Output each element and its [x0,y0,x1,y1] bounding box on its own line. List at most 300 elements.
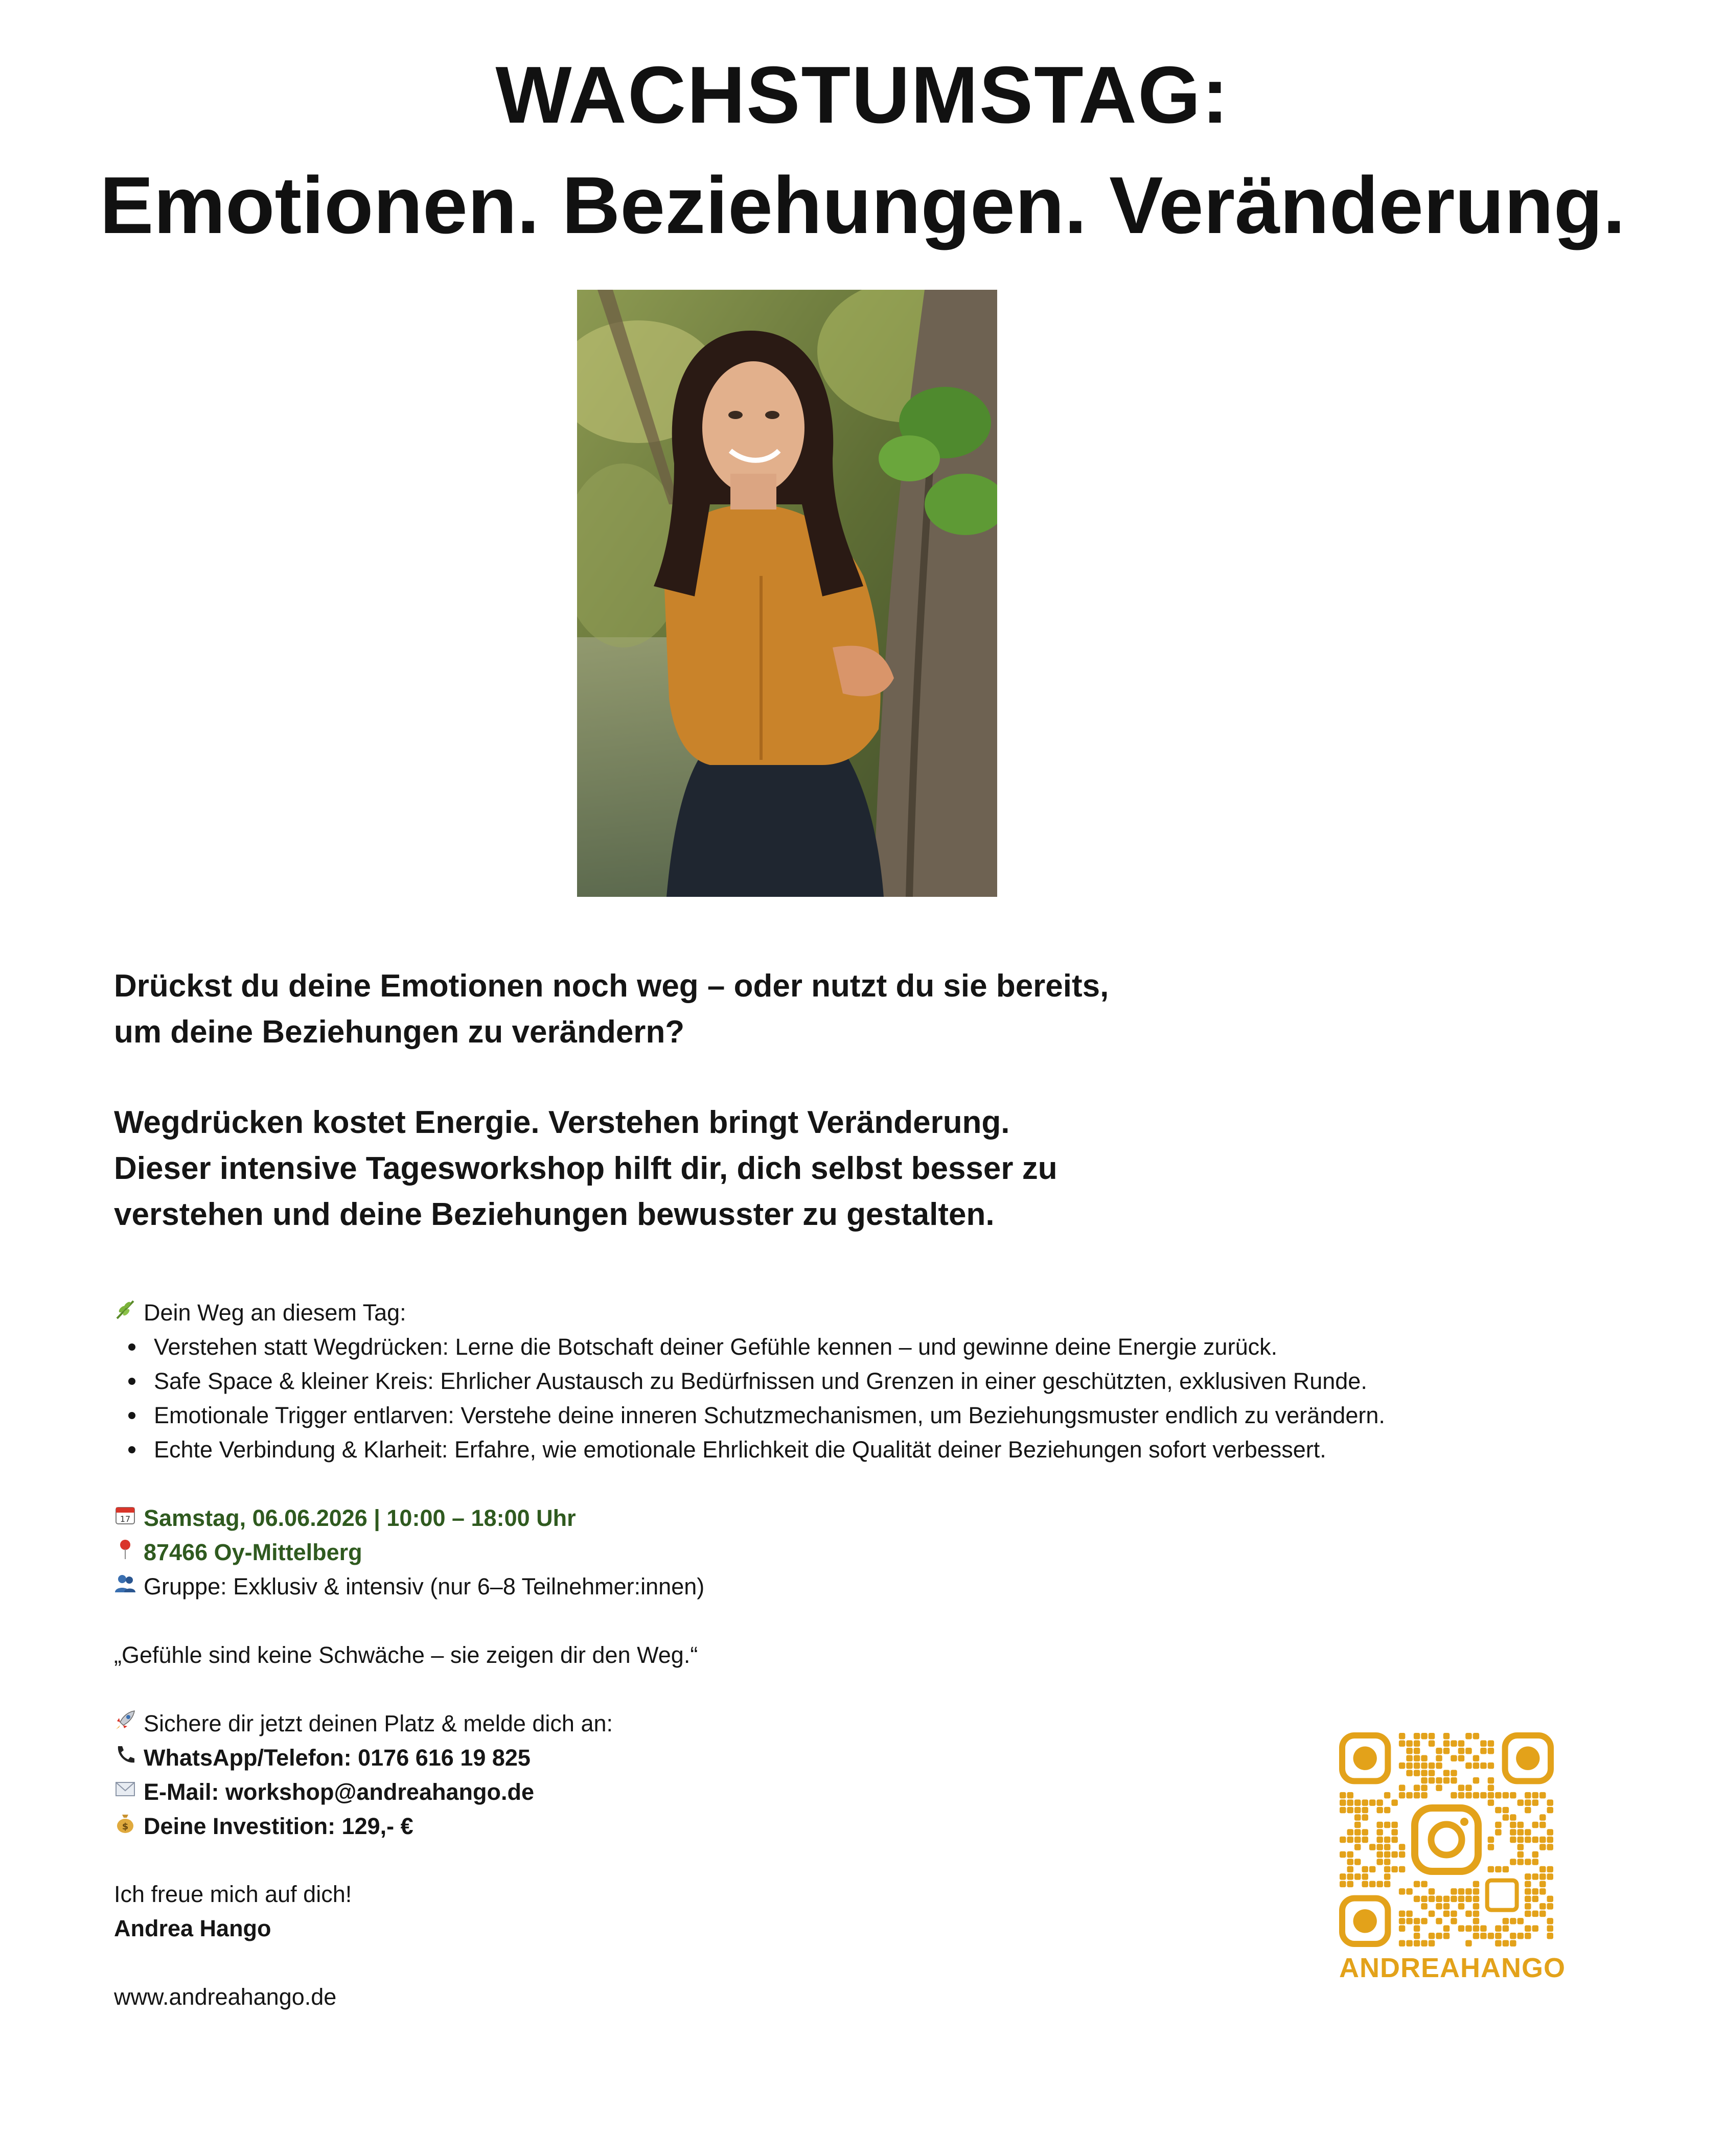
qr-module [1376,1844,1383,1850]
qr-module [1436,1933,1442,1939]
qr-module [1451,1911,1457,1917]
intro-question-line-1: Drückst du deine Emotionen noch weg – oder nutzt du sie bereits, [114,968,1109,1004]
qr-module [1436,1784,1442,1791]
qr-module [1451,1770,1457,1776]
qr-label: ANDREAHANGO [1339,1953,1566,1983]
qr-module [1458,1748,1464,1754]
qr-module [1414,1784,1420,1791]
qr-module [1376,1837,1383,1843]
qr-module [1525,1829,1531,1835]
qr-finder [1342,1735,1388,1781]
qr-module [1399,1733,1405,1739]
qr-module [1480,1748,1486,1754]
list-item: Verstehen statt Wegdrücken: Lerne die Botschaft deiner Gefühle kennen – und gewinne deine Energie zurück. [114,1330,1385,1364]
qr-module [1473,1896,1479,1902]
qr-module [1406,1748,1412,1754]
qr-module [1532,1926,1538,1932]
signup-email [114,1775,534,1809]
qr-module [1436,1763,1442,1769]
qr-module [1532,1888,1538,1894]
qr-module [1488,1792,1494,1798]
qr-module [1421,1770,1427,1776]
qr-module [1414,1926,1420,1932]
qr-module [1525,1933,1531,1939]
qr-module [1414,1740,1420,1746]
qr-module [1421,1918,1427,1924]
qr-module [1525,1896,1531,1902]
qr-module [1465,1748,1471,1754]
qr-module [1473,1911,1479,1917]
qr-module [1473,1888,1479,1894]
qr-module [1503,1866,1509,1872]
qr-module [1488,1837,1494,1843]
qr-module [1510,1940,1516,1946]
qr-module [1458,1903,1464,1909]
qr-module [1391,1866,1397,1872]
qr-module [1429,1911,1435,1917]
qr-module [1384,1807,1390,1813]
qr-module [1517,1837,1524,1843]
qr-module [1473,1881,1479,1887]
qr-module [1362,1881,1368,1887]
signup-intro [114,1706,613,1741]
qr-module [1451,1888,1457,1894]
qr-module [1473,1903,1479,1909]
qr-module [1465,1940,1471,1946]
qr-module [1391,1851,1397,1858]
qr-module [1510,1859,1516,1865]
qr-module [1465,1896,1471,1902]
qr-module [1369,1844,1375,1850]
qr-module [1406,1755,1412,1761]
instagram-qr-code [1339,1732,1566,1984]
qr-module [1421,1777,1427,1783]
qr-module [1443,1911,1450,1917]
qr-module [1525,1903,1531,1909]
qr-module [1495,1822,1501,1828]
qr-module [1362,1837,1368,1843]
qr-module [1421,1896,1427,1902]
qr-module [1465,1926,1471,1932]
people-icon [114,1569,144,1604]
qr-module [1399,1784,1405,1791]
qr-module [1473,1777,1479,1783]
closing-line: Ich freue mich auf dich! [114,1881,352,1907]
qr-module [1525,1911,1531,1917]
qr-module [1473,1763,1479,1769]
qr-module [1414,1918,1420,1924]
qr-module [1503,1792,1509,1798]
qr-module [1347,1799,1353,1805]
qr-module [1429,1777,1435,1783]
qr-module [1399,1851,1405,1858]
qr-module [1399,1792,1405,1798]
qr-module [1340,1799,1346,1805]
qr-module [1429,1933,1435,1939]
svg-text:$: $ [122,1821,129,1832]
qr-module [1488,1844,1494,1850]
qr-module [1443,1770,1450,1776]
location-pin-icon [114,1535,144,1569]
list-item: Safe Space & kleiner Kreis: Ehrlicher Austausch zu Bedürfnissen und Grenzen in einer geschützten, exklusiven Runde. [114,1364,1385,1398]
qr-module [1354,1799,1361,1805]
qr-module [1414,1770,1420,1776]
qr-module [1488,1799,1494,1805]
qr-module [1532,1799,1538,1805]
qr-module [1406,1888,1412,1894]
way-list [114,1330,1385,1467]
qr-finder [1342,1898,1388,1944]
qr-module [1495,1926,1501,1932]
qr-module [1503,1926,1509,1932]
qr-module [1436,1748,1442,1754]
qr-module [1399,1926,1405,1932]
qr-module [1525,1859,1531,1865]
qr-module [1436,1896,1442,1902]
qr-module [1495,1866,1501,1872]
qr-module [1539,1881,1546,1887]
qr-module [1443,1903,1450,1909]
qr-module [1495,1792,1501,1798]
qr-module [1510,1829,1516,1835]
qr-module [1421,1940,1427,1946]
qr-module [1414,1896,1420,1902]
qr-module [1421,1733,1427,1739]
qr-module [1429,1896,1435,1902]
qr-module [1362,1799,1368,1805]
qr-module [1539,1903,1546,1909]
qr-module [1525,1807,1531,1813]
qr-module [1399,1763,1405,1769]
qr-module [1391,1799,1397,1805]
event-location [114,1535,362,1569]
qr-module [1451,1792,1457,1798]
qr-module [1406,1918,1412,1924]
qr-module [1495,1933,1501,1939]
qr-module [1547,1903,1553,1909]
qr-module [1391,1822,1397,1828]
qr-module [1547,1799,1553,1805]
qr-module [1488,1933,1494,1939]
qr-module [1480,1926,1486,1932]
event-group-text: Gruppe: Exklusiv & intensiv (nur 6–8 Teilnehmer:innen) [144,1573,705,1599]
qr-module [1488,1784,1494,1791]
qr-module [1421,1763,1427,1769]
qr-module [1376,1859,1383,1865]
qr-module [1347,1851,1353,1858]
qr-module [1480,1740,1486,1746]
qr-module [1458,1896,1464,1902]
qr-module [1399,1740,1405,1746]
intro-statement [114,1100,1057,1238]
qr-module [1347,1792,1353,1798]
qr-module [1480,1763,1486,1769]
qr-module [1473,1926,1479,1932]
qr-module [1414,1748,1420,1754]
qr-module [1458,1926,1464,1932]
envelope-icon [114,1775,144,1809]
qr-module [1429,1763,1435,1769]
qr-module [1539,1844,1546,1850]
qr-module [1525,1792,1531,1798]
qr-module [1354,1807,1361,1813]
qr-module [1525,1926,1531,1932]
qr-module [1465,1763,1471,1769]
intro-question-line-2: um deine Beziehungen zu verändern? [114,1014,685,1050]
qr-module [1547,1918,1553,1924]
qr-module [1340,1792,1346,1798]
qr-module [1369,1881,1375,1887]
qr-module [1517,1918,1524,1924]
qr-module [1399,1911,1405,1917]
intro-statement-line-1: Wegdrücken kostet Energie. Verstehen bringt Veränderung. [114,1105,1010,1140]
qr-module [1376,1881,1383,1887]
event-group [114,1569,704,1604]
qr-module [1340,1881,1346,1887]
intro-statement-line-2: Dieser intensive Tagesworkshop hilft dir, dich selbst besser zu [114,1151,1057,1186]
qr-module [1465,1784,1471,1791]
qr-module [1340,1851,1346,1858]
intro-question [114,963,1109,1055]
qr-module [1391,1837,1397,1843]
qr-module [1436,1777,1442,1783]
qr-module [1547,1807,1553,1813]
qr-module [1376,1822,1383,1828]
qr-module [1473,1755,1479,1761]
qr-module [1465,1888,1471,1894]
qr-module [1443,1733,1450,1739]
money-bag-icon [114,1809,144,1843]
calendar-icon [114,1501,144,1535]
qr-module [1488,1763,1494,1769]
qr-module [1414,1792,1420,1798]
qr-module [1399,1918,1405,1924]
qr-module [1399,1940,1405,1946]
qr-module [1503,1918,1509,1924]
qr-finder [1505,1735,1551,1781]
title-line-1: WACHSTUMSTAG: [495,50,1230,140]
qr-module [1369,1866,1375,1872]
way-heading [114,1295,406,1330]
qr-module [1525,1837,1531,1843]
qr-module [1429,1740,1435,1746]
qr-module [1539,1911,1546,1917]
way-heading-text: Dein Weg an diesem Tag: [144,1300,406,1326]
qr-module [1347,1837,1353,1843]
qr-module [1525,1881,1531,1887]
qr-module [1517,1799,1524,1805]
qr-module [1340,1837,1346,1843]
qr-module [1362,1807,1368,1813]
qr-module [1362,1829,1368,1835]
qr-module [1539,1888,1546,1894]
qr-module [1458,1792,1464,1798]
qr-module [1421,1784,1427,1791]
qr-module [1376,1851,1383,1858]
qr-module [1340,1807,1346,1813]
qr-module [1458,1740,1464,1746]
qr-module [1532,1822,1538,1828]
qr-module [1429,1888,1435,1894]
qr-module [1532,1851,1538,1858]
qr-module [1406,1792,1412,1798]
qr-module [1340,1873,1346,1880]
qr-module [1510,1822,1516,1828]
qr-module [1473,1933,1479,1939]
qr-module [1532,1896,1538,1902]
qr-module [1384,1866,1390,1872]
qr-module [1384,1851,1390,1858]
qr-module [1384,1881,1390,1887]
qr-module [1399,1844,1405,1850]
qr-module [1429,1770,1435,1776]
website-link[interactable]: www.andreahango.de [114,1984,337,2010]
qr-module [1362,1873,1368,1880]
qr-module [1354,1844,1361,1850]
qr-module [1384,1859,1390,1865]
qr-module [1443,1777,1450,1783]
qr-module [1488,1748,1494,1754]
qr-module [1414,1881,1420,1887]
title-line-2: Emotionen. Beziehungen. Veränderung. [100,160,1625,250]
qr-module [1354,1873,1361,1880]
signup-phone [114,1741,531,1775]
signature-name: Andrea Hango [114,1915,271,1941]
qr-module [1510,1918,1516,1924]
qr-module [1473,1792,1479,1798]
qr-module [1347,1866,1353,1872]
qr-module [1473,1918,1479,1924]
qr-module [1399,1888,1405,1894]
qr-module [1362,1866,1368,1872]
qr-module [1347,1829,1353,1835]
qr-module [1384,1844,1390,1850]
qr-module [1406,1911,1412,1917]
signup-intro-text: Sichere dir jetzt deinen Platz & melde dich an: [144,1710,613,1736]
signup-email-text: E-Mail: workshop@andreahango.de [144,1779,534,1805]
qr-module [1480,1933,1486,1939]
qr-module [1532,1911,1538,1917]
list-item: Emotionale Trigger entlarven: Verstehe deine inneren Schutzmechanismen, um Beziehungsmuster endlich zu verändern. [114,1398,1385,1432]
qr-module [1384,1873,1390,1880]
qr-module [1517,1851,1524,1858]
qr-module [1503,1814,1509,1820]
qr-module [1354,1829,1361,1835]
qr-module [1532,1792,1538,1798]
qr-module [1376,1807,1383,1813]
qr-module [1547,1837,1553,1843]
phone-icon [114,1741,144,1775]
qr-module [1503,1807,1509,1813]
qr-module [1517,1822,1524,1828]
qr-module [1547,1896,1553,1902]
event-date [114,1501,576,1535]
qr-module [1384,1837,1390,1843]
qr-module [1495,1940,1501,1946]
qr-module [1406,1763,1412,1769]
qr-module [1547,1844,1553,1850]
qr-module [1451,1918,1457,1924]
qr-module [1547,1873,1553,1880]
intro-statement-line-3: verstehen und deine Beziehungen bewusster zu gestalten. [114,1197,995,1232]
qr-module [1525,1873,1531,1880]
qr-module [1451,1777,1457,1783]
qr-module [1517,1933,1524,1939]
qr-module [1451,1755,1457,1761]
qr-module [1376,1829,1383,1835]
instagram-icon [1415,1808,1478,1871]
qr-module [1414,1733,1420,1739]
list-item: Echte Verbindung & Klarheit: Erfahre, wie emotionale Ehrlichkeit die Qualität deiner Beziehungen sofort verbessert. [114,1432,1385,1467]
qr-module [1547,1829,1553,1835]
qr-module [1480,1792,1486,1798]
qr-module [1525,1888,1531,1894]
qr-module [1458,1755,1464,1761]
qr-module [1354,1814,1361,1820]
qr-module [1384,1822,1390,1828]
qr-module [1510,1837,1516,1843]
qr-module [1354,1859,1361,1865]
qr-module [1399,1866,1405,1872]
signup-price-text: Deine Investition: 129,- € [144,1813,413,1839]
qr-module [1532,1873,1538,1880]
qr-module [1517,1859,1524,1865]
qr-module [1465,1911,1471,1917]
qr-module [1451,1740,1457,1746]
qr-module [1539,1837,1546,1843]
qr-module [1369,1799,1375,1805]
signup-phone-text: WhatsApp/Telefon: 0176 616 19 825 [144,1745,531,1771]
qr-module [1429,1940,1435,1946]
qr-module [1406,1940,1412,1946]
qr-module [1503,1940,1509,1946]
signup-price [114,1809,413,1843]
qr-module [1354,1822,1361,1828]
qr-module [1347,1807,1353,1813]
qr-module [1421,1755,1427,1761]
portrait-photo [577,290,997,897]
qr-module [1436,1903,1442,1909]
qr-module [1421,1903,1427,1909]
event-location-text: 87466 Oy-Mittelberg [144,1539,362,1565]
qr-module [1347,1881,1353,1887]
qr-module [1539,1792,1546,1798]
qr-module [1547,1866,1553,1872]
qr-module [1347,1859,1353,1865]
qr-module [1458,1784,1464,1791]
qr-module [1510,1792,1516,1798]
qr-module [1517,1844,1524,1850]
qr-module [1451,1896,1457,1902]
qr-module [1347,1873,1353,1880]
qr-module [1414,1933,1420,1939]
qr-module [1547,1933,1553,1939]
qr-module [1517,1829,1524,1835]
rocket-icon [114,1706,144,1741]
qr-module [1532,1859,1538,1865]
qr-module [1488,1740,1494,1746]
qr-module [1414,1763,1420,1769]
qr-module [1510,1814,1516,1820]
qr-module [1532,1837,1538,1843]
qr-module [1458,1888,1464,1894]
qr-module [1539,1873,1546,1880]
qr-module [1436,1755,1442,1761]
qr-module [1539,1866,1546,1872]
qr-module [1429,1733,1435,1739]
qr-module [1488,1866,1494,1872]
qr-module [1547,1926,1553,1932]
